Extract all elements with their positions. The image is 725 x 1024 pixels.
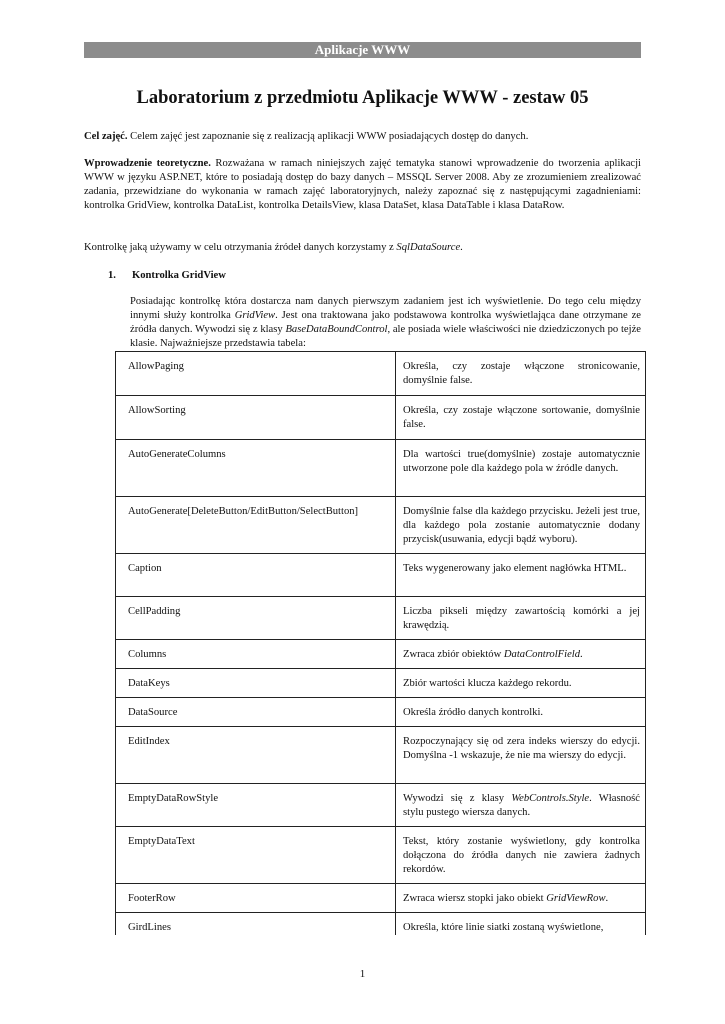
- cel-label: Cel zajęć.: [84, 131, 128, 142]
- gridview-text-3: , ale posiada wiele właściwości nie dziedziczonych po tejże klasie. Najważniejsze przedstawia tabela:: [130, 324, 641, 349]
- table-row: [116, 597, 646, 640]
- table-row: [116, 669, 646, 698]
- property-description: Określa, czy zostaje włączone stronicowanie, domyślnie false.: [396, 352, 646, 396]
- description-em: DataControlField: [503, 649, 581, 660]
- table-row: [116, 497, 646, 554]
- table-row: [116, 827, 646, 884]
- table-row: [116, 698, 646, 727]
- table-row: [116, 727, 646, 784]
- gridview-text-1: Posiadając kontrolkę która dostarcza nam danych pierwszym zadaniem jest ich wyświetlenie. Do tego celu między innymi służy kontrolka: [130, 296, 641, 321]
- description-em: GridViewRow: [546, 893, 606, 904]
- property-description: Dla wartości true(domyślnie) zostaje automatycznie utworzone pole dla każdego pola w źródle danych.: [396, 440, 646, 497]
- section-heading-gridview: [108, 269, 226, 283]
- paragraph-cel-zajec: [84, 130, 641, 144]
- property-description: Zbiór wartości klucza każdego rekordu.: [396, 669, 646, 698]
- property-description: Rozpoczynający się od zera indeks wierszy do edycji. Domyślna -1 wskazuje, że nie ma wierszy do edycji.: [396, 727, 646, 784]
- cel-text: Celem zajęć jest zapoznanie się z realizacją aplikacji WWW posiadających dostęp do danych.: [127, 131, 529, 142]
- property-name: GirdLines: [116, 913, 396, 936]
- paragraph-data-source: [84, 241, 641, 255]
- table-row: [116, 884, 646, 913]
- table-row: [116, 554, 646, 597]
- property-description: Określa, czy zostaje włączone sortowanie, domyślnie false.: [396, 396, 646, 440]
- description-end: .: [580, 649, 583, 660]
- property-description: [396, 640, 646, 669]
- gridview-em-1: GridView: [234, 310, 276, 321]
- property-name: Columns: [116, 640, 396, 669]
- table-row: [116, 913, 646, 936]
- table-row: [116, 640, 646, 669]
- page-number: 1: [359, 968, 366, 980]
- property-name: EmptyDataText: [116, 827, 396, 884]
- properties-table: [115, 351, 646, 935]
- paragraph-gridview: [130, 295, 641, 351]
- property-description: Określa, które linie siatki zostaną wyświetlone,: [396, 913, 646, 936]
- property-name: AllowSorting: [116, 396, 396, 440]
- property-description: Określa źródło danych kontrolki.: [396, 698, 646, 727]
- table-row: [116, 396, 646, 440]
- property-name: AutoGenerateColumns: [116, 440, 396, 497]
- property-name: EmptyDataRowStyle: [116, 784, 396, 827]
- property-name: EditIndex: [116, 727, 396, 784]
- running-header-title: Aplikacje WWW: [314, 42, 411, 57]
- section-number: 1.: [108, 270, 116, 281]
- control-end: .: [460, 242, 463, 253]
- gridview-text-2: . Jest ona traktowana jako podstawowa kontrolka wyświetlająca dane otrzymane ze źródła danych. Wywodzi się z klasy: [130, 310, 641, 335]
- property-description: [396, 784, 646, 827]
- property-name: CellPadding: [116, 597, 396, 640]
- paragraph-wprowadzenie: [84, 157, 641, 213]
- control-em: SqlDataSource: [396, 242, 461, 253]
- gridview-em-2: BaseDataBoundControl: [285, 324, 388, 335]
- intro-label: Wprowadzenie teoretyczne.: [84, 158, 211, 169]
- property-description: Domyślnie false dla każdego przycisku. Jeżeli jest true, dla każdego pola zostanie automatycznie dodany przycisk(usuwania, edycji bądź wyboru).: [396, 497, 646, 554]
- document-title: Laboratorium z przedmiotu Aplikacje WWW - zestaw 05: [136, 88, 589, 108]
- running-header: [84, 42, 641, 58]
- property-description: Teks wygenerowany jako element nagłówka HTML.: [396, 554, 646, 597]
- section-title: Kontrolka GridView: [132, 270, 226, 281]
- property-name: DataKeys: [116, 669, 396, 698]
- property-name: Caption: [116, 554, 396, 597]
- property-description: [396, 884, 646, 913]
- intro-text: Rozważana w ramach niniejszych zajęć tematyka stanowi wprowadzenie do tworzenia aplikacji WWW w języku ASP.NET, które to posiadają dostęp do bazy danych – MSSQL Server 2008. Aby ze zrozumieniem zrealizować zadania, przewidziane do wykonania w ramach zajęć laboratoryjnych, należy zapoznać się z następującymi zagadnieniami: kontrolka GridView, kontrolka DataList, kontrolka DetailsView, klasa DataSet, klasa DataTable i klasa DataRow.: [84, 158, 641, 211]
- control-text: Kontrolkę jaką używamy w celu otrzymania źródeł danych korzystamy z: [84, 242, 397, 253]
- property-description: Liczba pikseli między zawartością komórki a jej krawędzią.: [396, 597, 646, 640]
- property-description: Tekst, który zostanie wyświetlony, gdy kontrolka dołączona do źródła danych nie zawiera żadnych rekordów.: [396, 827, 646, 884]
- description-end: .: [605, 893, 609, 904]
- table-row: [116, 352, 646, 396]
- property-name: DataSource: [116, 698, 396, 727]
- property-name: FooterRow: [116, 884, 396, 913]
- table-row: [116, 784, 646, 827]
- property-name: AutoGenerate[DeleteButton/EditButton/SelectButton]: [116, 497, 396, 554]
- description-text: Zwraca zbiór obiektów: [403, 649, 504, 660]
- description-text: Zwraca wiersz stopki jako obiekt: [403, 893, 547, 904]
- table-row: [116, 440, 646, 497]
- description-text: Wywodzi się z klasy: [403, 793, 512, 804]
- property-name: AllowPaging: [116, 352, 396, 396]
- description-em: WebControls.Style: [511, 793, 590, 804]
- description-end: . Własność stylu pustego wiersza danych.: [403, 793, 640, 818]
